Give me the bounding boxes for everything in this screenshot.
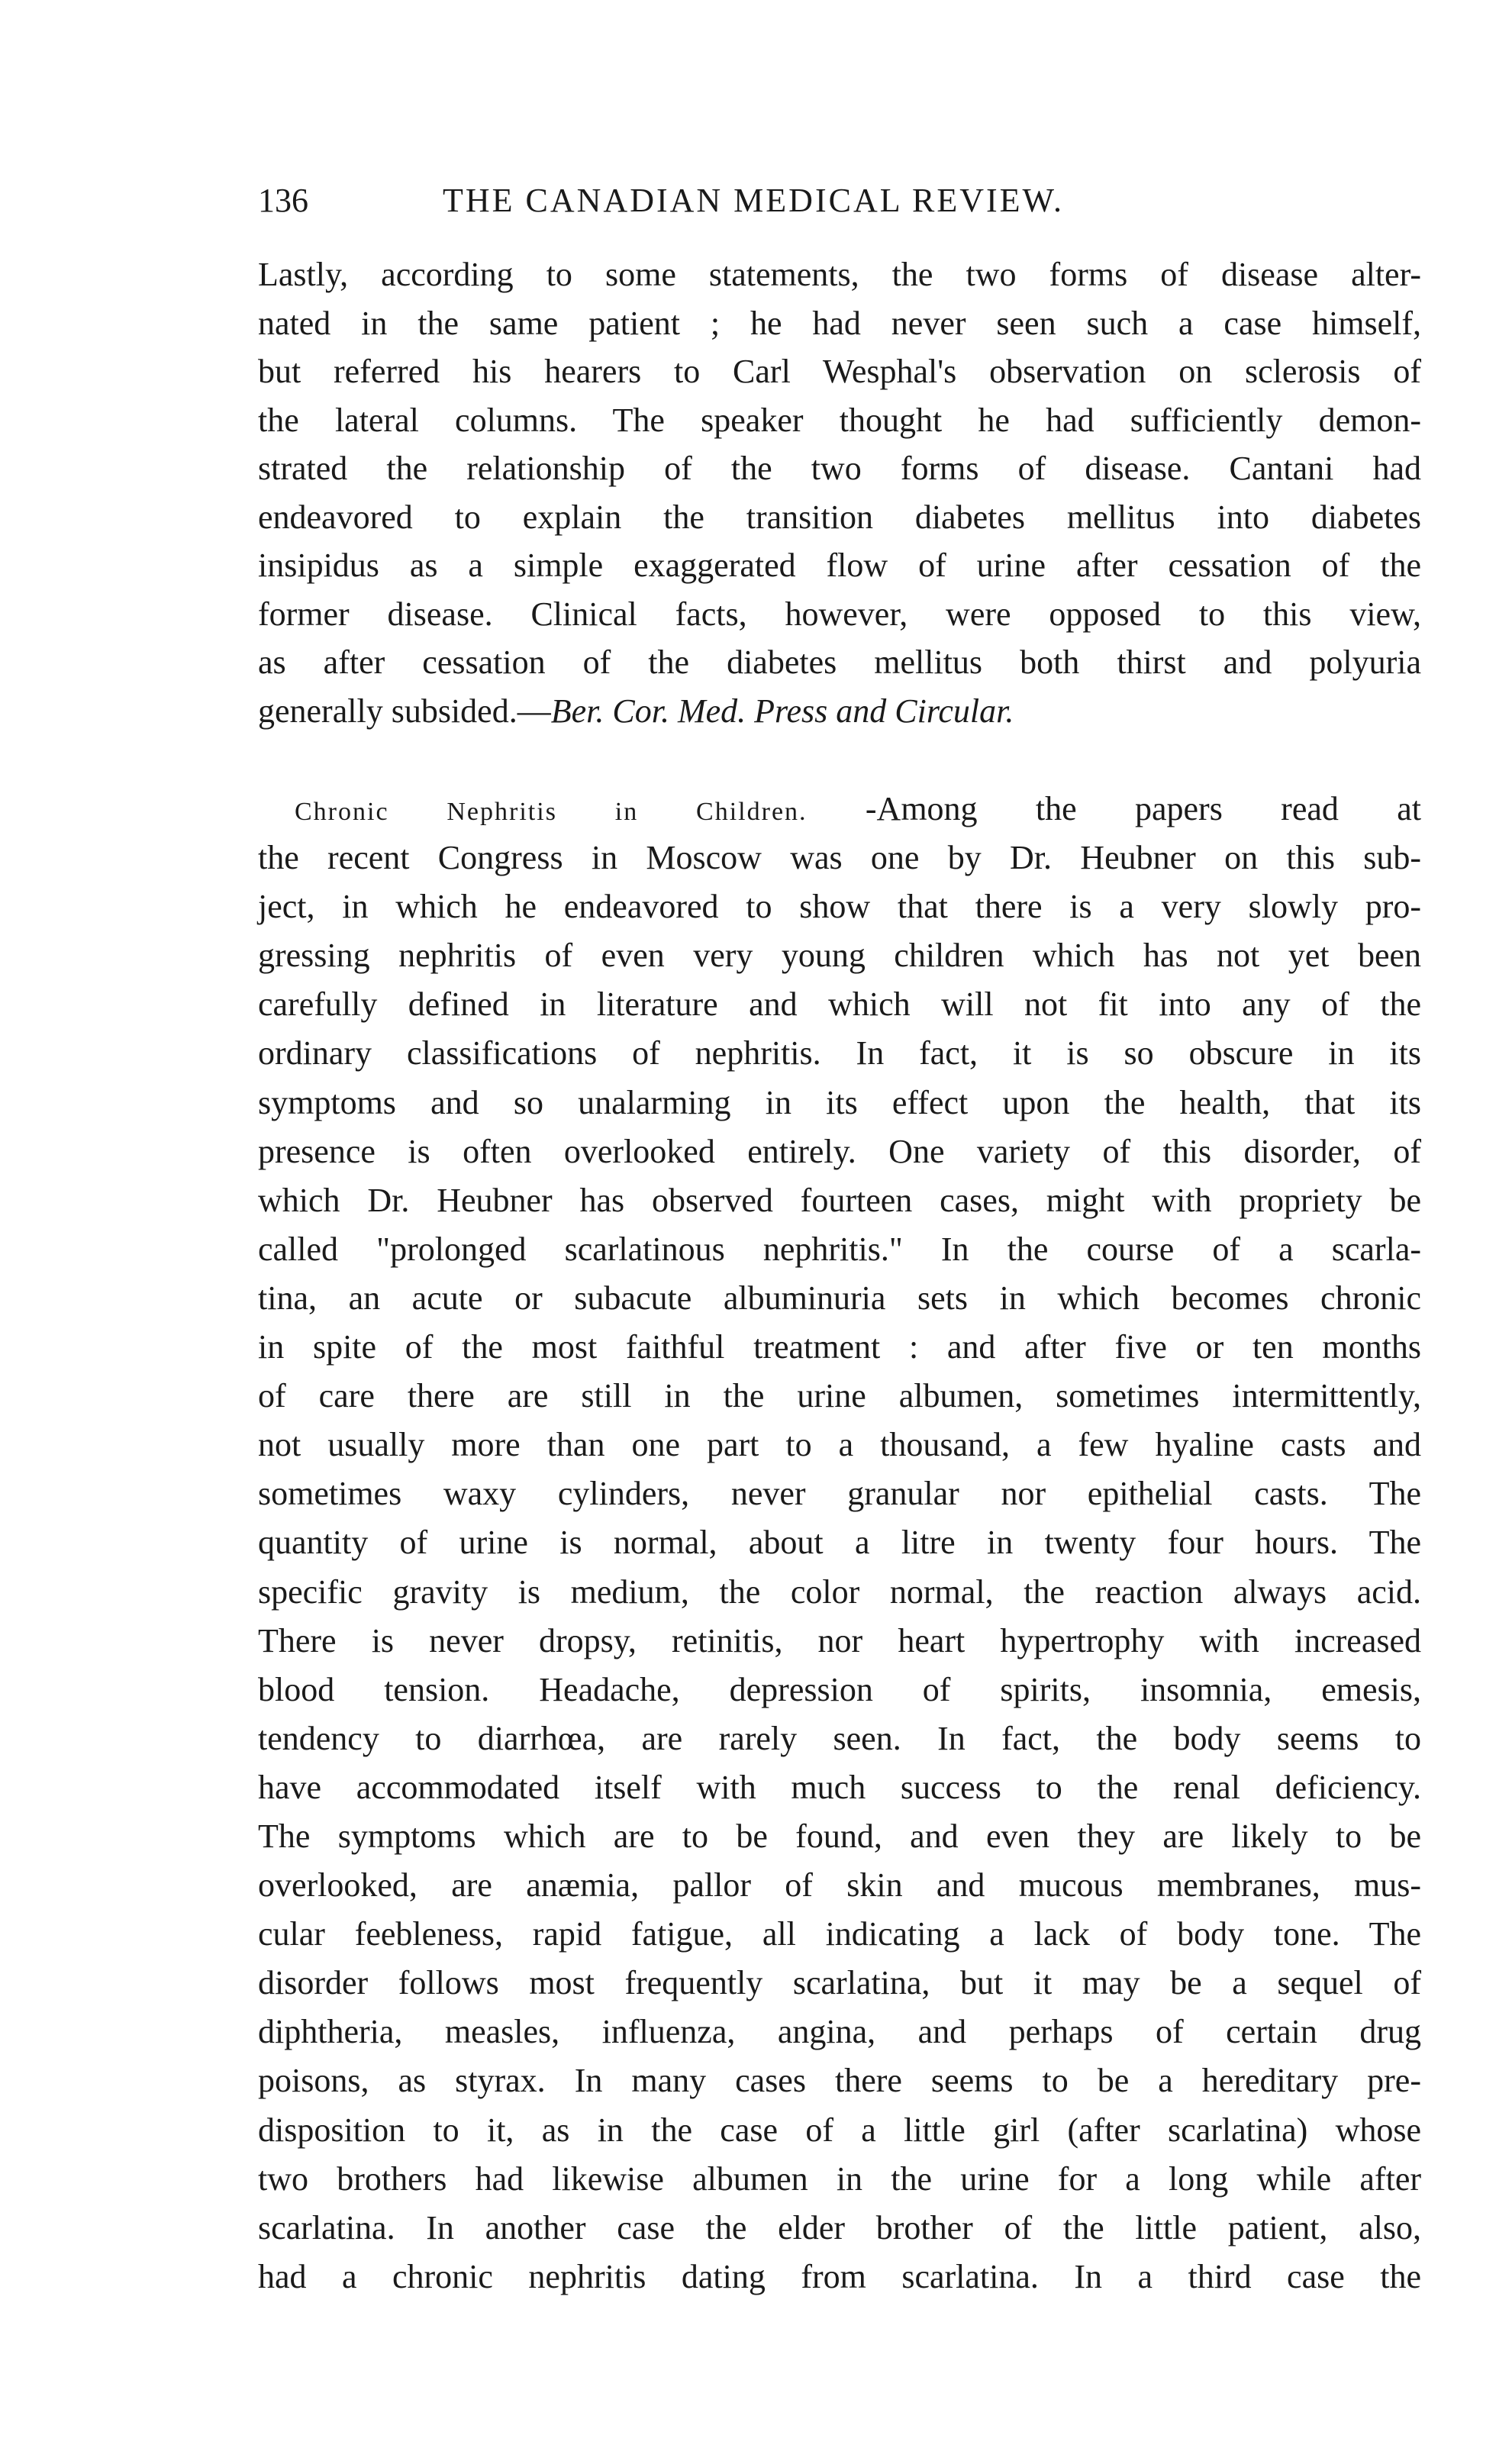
text-line-first xyxy=(258,785,1421,834)
text-line: tendency to diarrhœa, are rarely seen. In fact, the body seems to xyxy=(258,1719,1421,1757)
text-line: poisons, as styrax. In many cases there seems to be a hereditary pre- xyxy=(258,2062,1421,2100)
text-line: tina, an acute or subacute albuminuria sets in which becomes chronic xyxy=(258,1279,1421,1317)
text-line: The symptoms which are to be found, and even they are likely to be xyxy=(258,1817,1421,1855)
text-line: scarlatina. In another case the elder brother of the little patient, also, xyxy=(258,2208,1421,2246)
line-text: -Among the papers read at xyxy=(807,790,1421,827)
text-line: disorder follows most frequently scarlatina, but it may be a sequel of xyxy=(258,1964,1421,2002)
text-line: overlooked, are anæmia, pallor of skin and mucous membranes, mus- xyxy=(258,1866,1421,1905)
source-citation: Ber. Cor. Med. Press and Circular. xyxy=(550,692,1014,730)
text-line: ordinary classifications of nephritis. In fact, it is so obscure in its xyxy=(258,1034,1421,1072)
text-line: Lastly, according to some statements, the two forms of disease alter- xyxy=(258,256,1421,293)
text-line: disposition to it, as in the case of a little girl (after scarlatina) whose xyxy=(258,2111,1421,2149)
paragraph-chronic-nephritis xyxy=(258,785,1421,2301)
text-line: sometimes waxy cylinders, never granular nor epithelial casts. The xyxy=(258,1475,1421,1513)
text-line: nated in the same patient ; he had never seen such a case himself, xyxy=(258,304,1421,342)
text-line: cular feebleness, rapid fatigue, all indicating a lack of body tone. The xyxy=(258,1915,1421,1953)
text-line: which Dr. Heubner has observed fourteen cases, might with propriety be xyxy=(258,1181,1421,1219)
text-line: strated the relationship of the two forms of disease. Cantani had xyxy=(258,450,1421,487)
text-line: ject, in which he endeavored to show that there is a very slowly pro- xyxy=(258,888,1421,926)
text-line: the recent Congress in Moscow was one by Dr. Heubner on this sub- xyxy=(258,839,1421,877)
text-line: called "prolonged scarlatinous nephritis." In the course of a scarla- xyxy=(258,1230,1421,1268)
text-line: in spite of the most faithful treatment : and after five or ten months xyxy=(258,1328,1421,1366)
text-line: carefully defined in literature and which will not fit into any of the xyxy=(258,985,1421,1024)
paragraph-diabetes xyxy=(258,250,1421,735)
text-line: specific gravity is medium, the color normal, the reaction always acid. xyxy=(258,1572,1421,1611)
text-line: two brothers had likewise albumen in the urine for a long while after xyxy=(258,2159,1421,2198)
section-heading: Chronic Nephritis in Children. xyxy=(295,798,808,826)
text-line: presence is often overlooked entirely. One variety of this disorder, of xyxy=(258,1132,1421,1170)
text-line: as after cessation of the diabetes mellitus both thirst and polyuria xyxy=(258,643,1421,681)
text-line: symptoms and so unalarming in its effect upon the health, that its xyxy=(258,1083,1421,1121)
text-line: blood tension. Headache, depression of spirits, insomnia, emesis, xyxy=(258,1670,1421,1708)
line-text: generally subsided.— xyxy=(258,692,551,730)
text-line: not usually more than one part to a thousand, a few hyaline casts and xyxy=(258,1426,1421,1464)
text-line-last xyxy=(258,687,1421,736)
page-number: 136 xyxy=(258,182,308,219)
text-line: had a chronic nephritis dating from scarlatina. In a third case the xyxy=(258,2257,1421,2295)
text-line: endeavored to explain the transition diabetes mellitus into diabetes xyxy=(258,498,1421,536)
journal-title: THE CANADIAN MEDICAL REVIEW. xyxy=(443,182,1064,219)
text-line: gressing nephritis of even very young children which has not yet been xyxy=(258,937,1421,975)
text-line: of care there are still in the urine albumen, sometimes intermittently, xyxy=(258,1377,1421,1415)
text-line: but referred his hearers to Carl Wesphal's observation on sclerosis of xyxy=(258,353,1421,390)
text-line: There is never dropsy, retinitis, nor heart hypertrophy with increased xyxy=(258,1621,1421,1659)
text-line: former disease. Clinical facts, however, were opposed to this view, xyxy=(258,595,1421,633)
text-line: have accommodated itself with much success to the renal deficiency. xyxy=(258,1768,1421,1806)
running-head xyxy=(258,174,1421,227)
text-line: diphtheria, measles, influenza, angina, and perhaps of certain drug xyxy=(258,2013,1421,2051)
text-line: quantity of urine is normal, about a litre in twenty four hours. The xyxy=(258,1524,1421,1562)
text-line: the lateral columns. The speaker thought he had sufficiently demon- xyxy=(258,401,1421,439)
text-line: insipidus as a simple exaggerated flow of urine after cessation of the xyxy=(258,547,1421,584)
